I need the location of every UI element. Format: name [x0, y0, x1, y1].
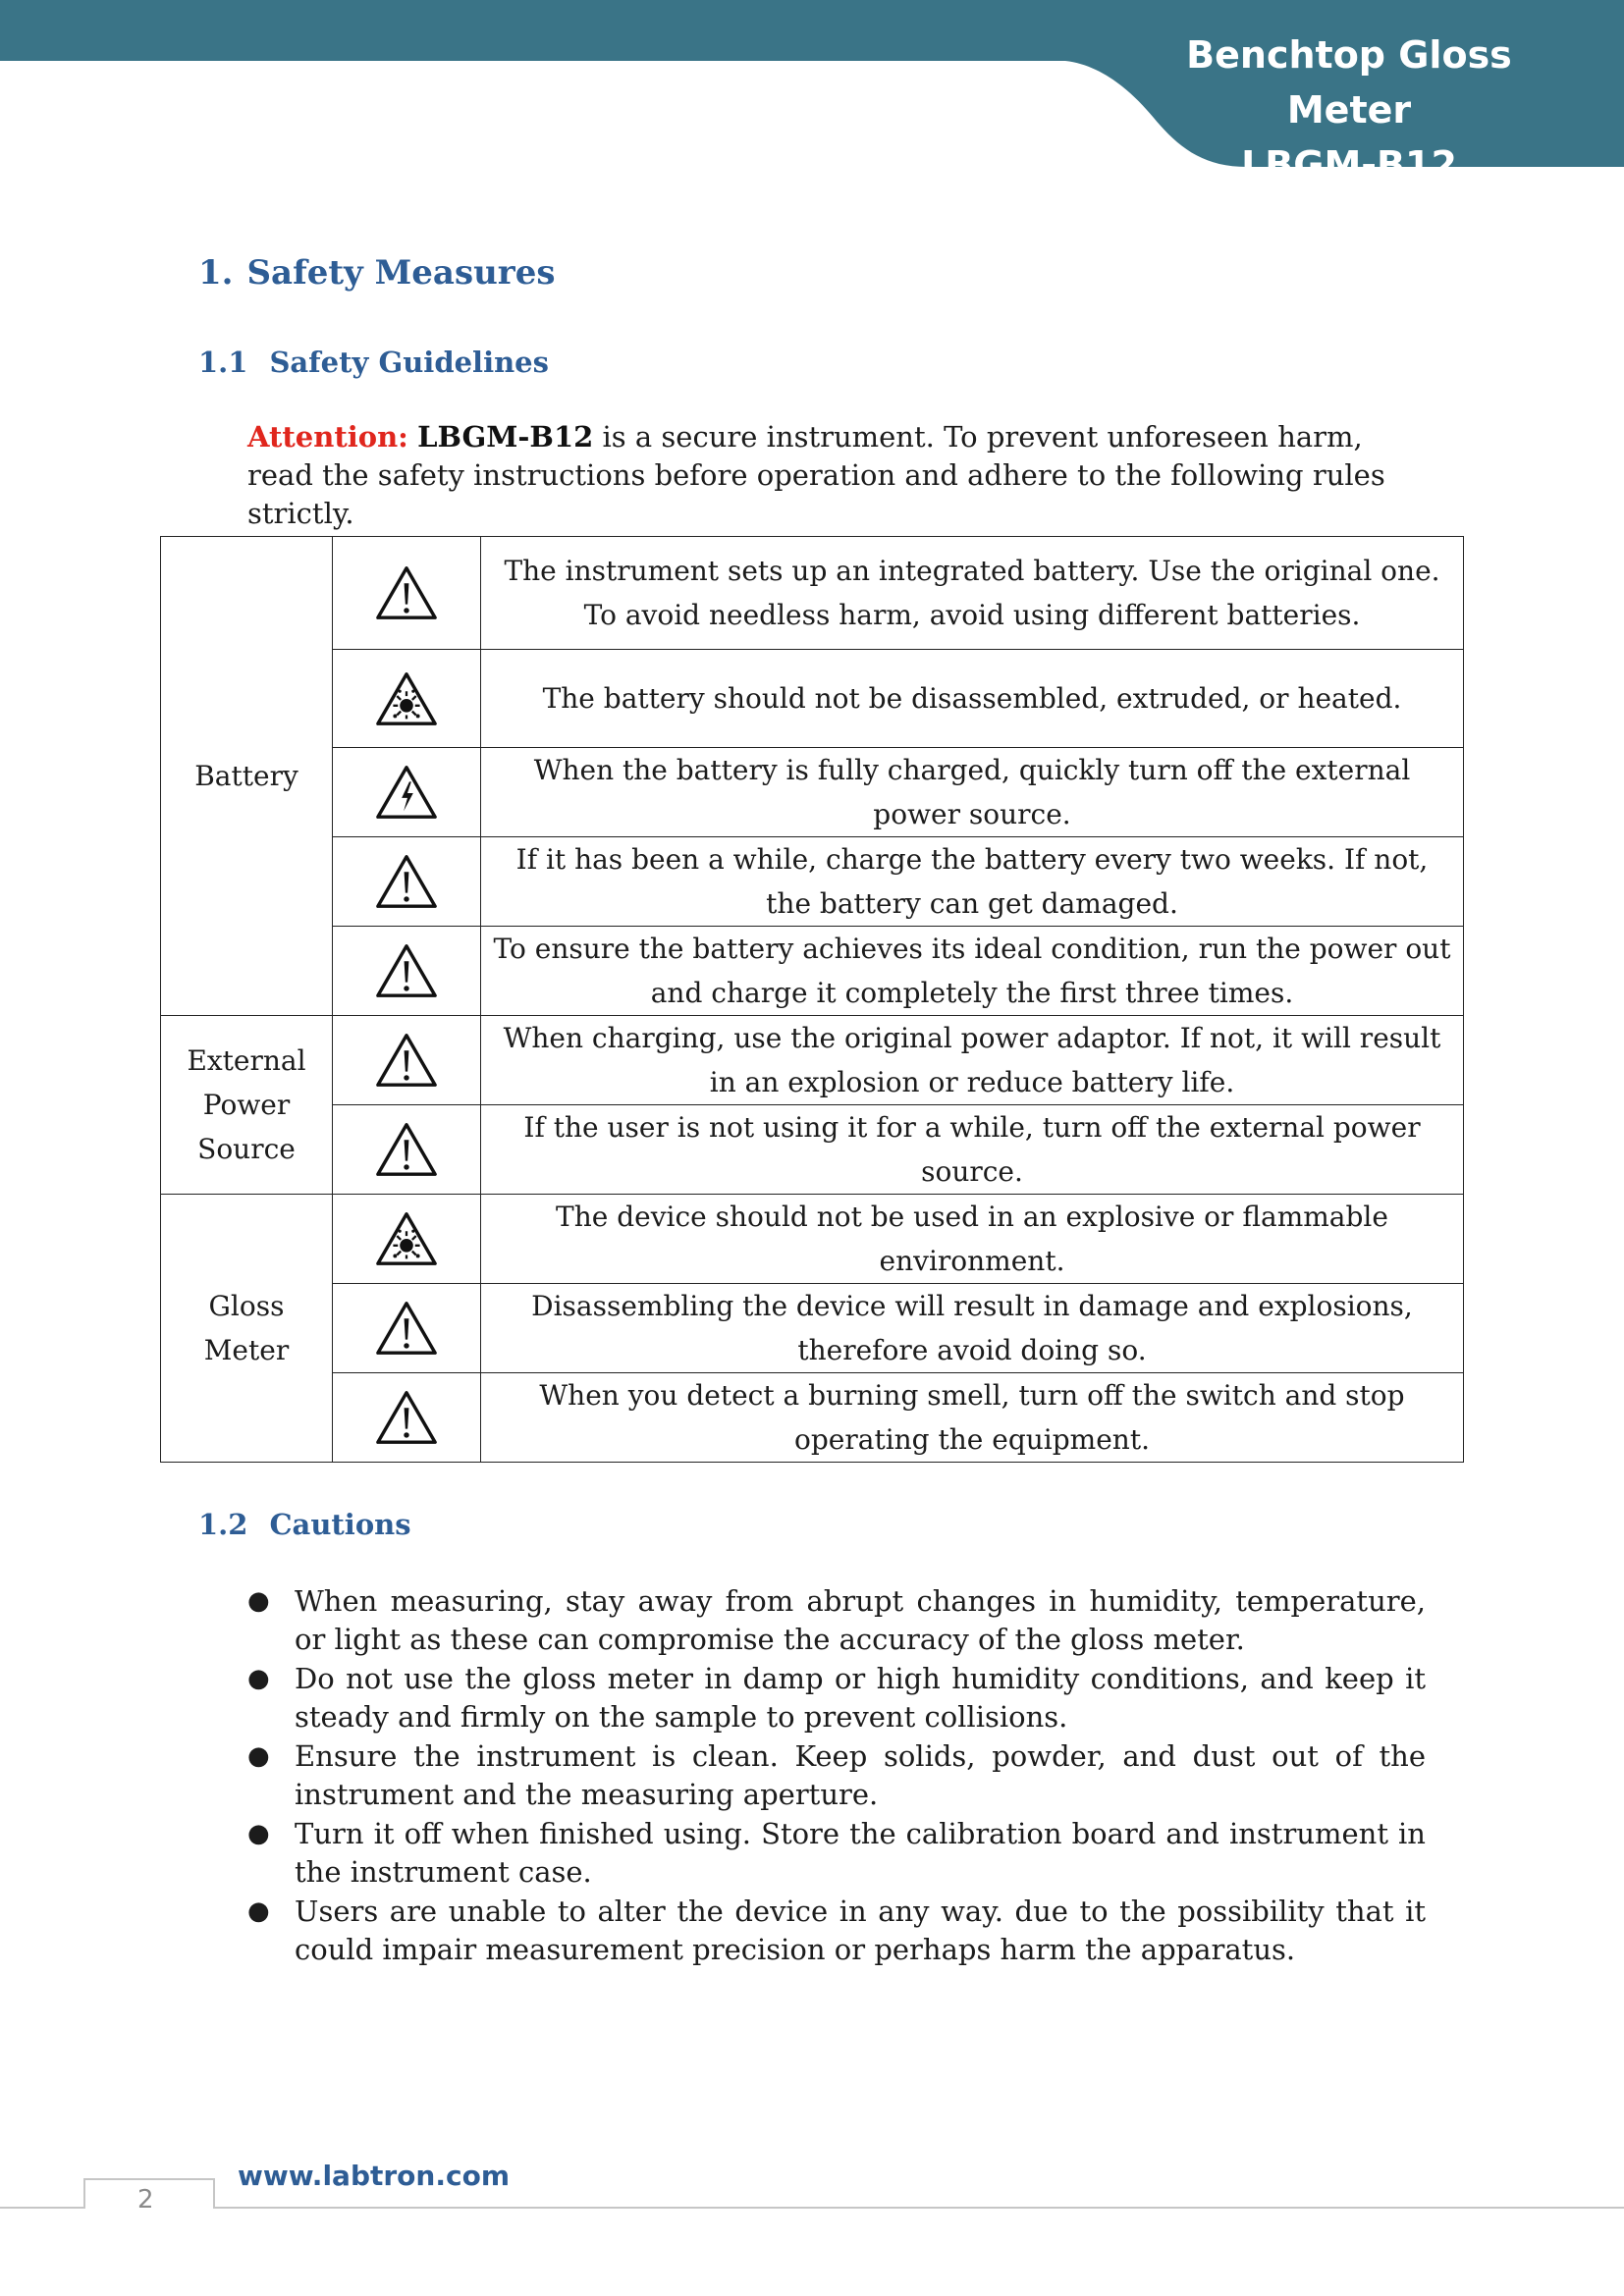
table-cell-text: The device should not be used in an explosive or flammable environment.: [481, 1195, 1464, 1284]
table-cell-text: To ensure the battery achieves its ideal condition, run the power out and charge it completely the first three times.: [481, 927, 1464, 1016]
table-row: [161, 748, 1464, 837]
warning-icon: [345, 1120, 468, 1179]
bullet-icon: ●: [247, 1819, 270, 1848]
list-item-text: Users are unable to alter the device in any way. due to the possibility that it could impair measurement precision or perhaps harm the apparatus.: [295, 1895, 1426, 1966]
icon-cell: [333, 837, 481, 927]
table-row: [161, 1016, 1464, 1105]
explosion-icon: [345, 1209, 468, 1268]
category-external-power-source: External Power Source: [161, 1016, 333, 1195]
footer-website-link[interactable]: www.labtron.com: [238, 2160, 510, 2192]
subsection-heading-safety-guidelines: [198, 346, 549, 379]
table-row: [161, 1284, 1464, 1373]
document-title: [1118, 27, 1580, 192]
model-name: LBGM-B12: [417, 420, 594, 454]
safety-table: [160, 536, 1464, 1463]
table-row: [161, 1195, 1464, 1284]
list-item-text: When measuring, stay away from abrupt changes in humidity, temperature, or light as these can compromise the accuracy of the gloss meter.: [295, 1584, 1426, 1656]
subsection-title: Safety Guidelines: [269, 346, 549, 379]
subsection-title: Cautions: [269, 1508, 411, 1541]
icon-cell: [333, 1195, 481, 1284]
list-item: [247, 1737, 1426, 1814]
warning-icon: [345, 1388, 468, 1447]
list-item: [247, 1582, 1426, 1659]
electric-hazard-icon: [345, 763, 468, 822]
table-cell-text: If the user is not using it for a while, turn off the external power source.: [481, 1105, 1464, 1195]
subsection-number: 1.1: [198, 346, 248, 379]
icon-cell: [333, 927, 481, 1016]
warning-icon: [345, 563, 468, 622]
icon-cell: [333, 748, 481, 837]
product-model: LBGM-B12: [1241, 143, 1457, 187]
category-gloss-meter: Gloss Meter: [161, 1195, 333, 1463]
subsection-heading-cautions: [198, 1508, 411, 1541]
table-row: [161, 650, 1464, 748]
table-row: [161, 837, 1464, 927]
icon-cell: [333, 537, 481, 650]
icon-cell: [333, 1105, 481, 1195]
table-row: [161, 1105, 1464, 1195]
page-number: 2: [137, 2185, 154, 2215]
list-item-text: Turn it off when finished using. Store the calibration board and instrument in the instrument case.: [295, 1817, 1426, 1889]
cautions-list: [247, 1582, 1426, 1970]
product-type: Benchtop Gloss Meter: [1186, 33, 1512, 132]
attention-paragraph: [247, 418, 1435, 533]
list-item: [247, 1660, 1426, 1736]
table-row: [161, 1373, 1464, 1463]
icon-cell: [333, 650, 481, 748]
bullet-icon: ●: [247, 1741, 270, 1771]
bullet-icon: ●: [247, 1896, 270, 1926]
icon-cell: [333, 1373, 481, 1463]
table-cell-text: When you detect a burning smell, turn off the switch and stop operating the equipment.: [481, 1373, 1464, 1463]
section-title: Safety Measures: [246, 253, 556, 293]
list-item: [247, 1893, 1426, 1969]
table-cell-text: If it has been a while, charge the battery every two weeks. If not, the battery can get damaged.: [481, 837, 1464, 927]
icon-cell: [333, 1284, 481, 1373]
subsection-number: 1.2: [198, 1508, 248, 1541]
bullet-icon: ●: [247, 1586, 270, 1616]
attention-text: is a secure instrument. To prevent unforeseen harm, read the safety instructions before operation and adhere to the following rules strictly.: [247, 420, 1385, 530]
table-cell-text: When the battery is fully charged, quickly turn off the external power source.: [481, 748, 1464, 837]
warning-icon: [345, 852, 468, 911]
warning-icon: [345, 1031, 468, 1090]
attention-label: Attention:: [247, 420, 408, 454]
section-number: 1.: [198, 253, 234, 293]
category-battery: Battery: [161, 537, 333, 1016]
list-item: [247, 1815, 1426, 1892]
table-cell-text: The instrument sets up an integrated battery. Use the original one. To avoid needless harm, avoid using different batteries.: [481, 537, 1464, 650]
table-cell-text: Disassembling the device will result in damage and explosions, therefore avoid doing so.: [481, 1284, 1464, 1373]
table-row: [161, 927, 1464, 1016]
table-cell-text: When charging, use the original power adaptor. If not, it will result in an explosion or reduce battery life.: [481, 1016, 1464, 1105]
explosion-icon: [345, 669, 468, 728]
warning-icon: [345, 1299, 468, 1358]
icon-cell: [333, 1016, 481, 1105]
bullet-icon: ●: [247, 1664, 270, 1693]
section-heading-safety-measures: [198, 253, 556, 293]
list-item-text: Ensure the instrument is clean. Keep solids, powder, and dust out of the instrument and the measuring aperture.: [295, 1739, 1426, 1811]
table-cell-text: The battery should not be disassembled, extruded, or heated.: [481, 650, 1464, 748]
warning-icon: [345, 941, 468, 1000]
table-row: [161, 537, 1464, 650]
list-item-text: Do not use the gloss meter in damp or high humidity conditions, and keep it steady and firmly on the sample to prevent collisions.: [295, 1662, 1426, 1734]
